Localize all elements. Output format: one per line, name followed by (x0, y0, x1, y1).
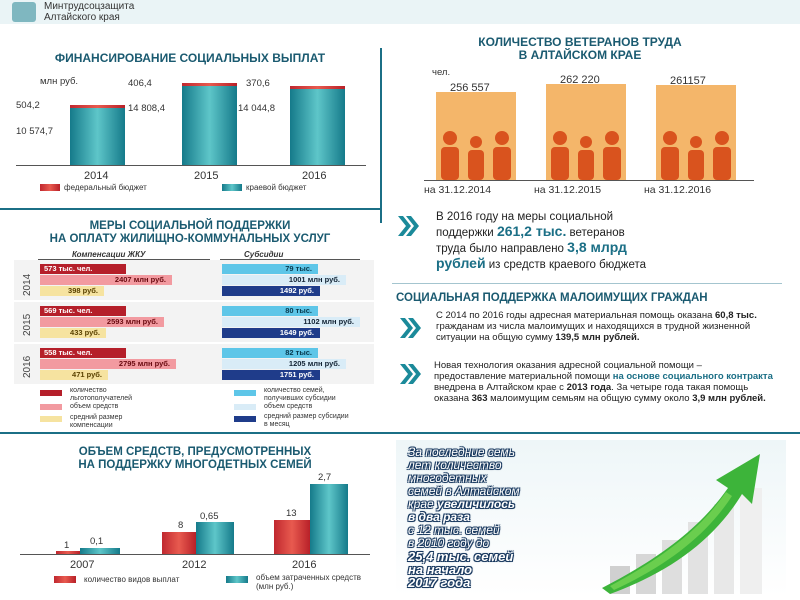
measures-legend-l3-swatch (40, 416, 62, 422)
growth-l2: лет количество (408, 458, 502, 472)
poor-p1c: гражданам из числа малоимущих и находящихся в трудной жизненной ситуации на общую сумму (436, 321, 751, 343)
callout-line1: В 2016 году на меры социальной (436, 211, 614, 223)
growth-arrow-icon (600, 448, 780, 596)
poor-p2d: 2013 года (566, 382, 612, 393)
callout-veterans-count: 261,2 тыс. (496, 223, 567, 239)
families-sums-2007: 0,1 (90, 536, 104, 547)
families-bar-sums-2016 (310, 484, 348, 554)
families-year-2007: 2007 (70, 559, 95, 571)
measures-2016-l2: 2795 млн руб. (40, 359, 176, 369)
callout-line2-end: ветеранов (566, 227, 625, 239)
families-year-2012: 2012 (182, 559, 207, 571)
measures-legend-l1-label: количество льготополучателей (70, 387, 133, 402)
callout-amount: 3,8 млрд (567, 239, 627, 255)
measures-legend-r2-label: объем средств (264, 403, 313, 410)
veterans-value-2015: 262 220 (560, 74, 600, 86)
funding-reg-2016: 14 044,8 (238, 103, 275, 114)
families-kinds-2007: 1 (64, 540, 70, 551)
veterans-title (400, 36, 760, 62)
legend-regional-swatch (222, 184, 242, 191)
poor-paragraph-2 (434, 360, 774, 404)
families-year-2016: 2016 (292, 559, 317, 571)
legend-federal-swatch (40, 184, 60, 191)
divider-left-mid (0, 208, 380, 210)
veterans-date-2016: на 31.12.2016 (644, 184, 712, 196)
poor-p2c: внедрена в Алтайском крае с (434, 382, 567, 393)
callout-line4: из средств краевого бюджета (485, 259, 647, 271)
veterans-title-line2: В АЛТАЙСКОМ КРАЕ (518, 48, 642, 62)
poor-p2h: 3,9 млн рублей. (692, 393, 766, 404)
funding-fed-2016: 370,6 (246, 78, 270, 89)
measures-2016-r2: 1205 млн руб. (222, 359, 346, 369)
measures-2015-l2: 2593 млн руб. (40, 317, 164, 327)
poor-p2f: 363 (471, 393, 488, 404)
people-icon-group-2014 (436, 128, 516, 180)
poor-p2g: малоимущим семьям на общую сумму около (487, 393, 693, 404)
poor-title: СОЦИАЛЬНАЯ ПОДДЕРЖКА МАЛОИМУЩИХ ГРАЖДАН (396, 292, 708, 304)
measures-title-line2: НА ОПЛАТУ ЖИЛИЩНО-КОММУНАЛЬНЫХ УСЛУГ (49, 233, 331, 245)
veterans-axis (424, 180, 754, 181)
measures-year-2014: 2014 (22, 273, 33, 296)
measures-2016-l3: 471 руб. (40, 370, 108, 380)
families-sums-2016: 2,7 (318, 472, 332, 483)
measures-2014-r3: 1492 руб. (222, 286, 320, 296)
growth-text (408, 446, 598, 589)
measures-2015-r2: 1102 млн руб. (222, 317, 360, 327)
legend-regional-label: краевой бюджет (246, 183, 307, 192)
growth-l10: на начало (408, 562, 473, 577)
growth-l11: 2017 года (408, 575, 471, 590)
divider-bottom (0, 432, 800, 434)
poor-p2a: Новая технология оказания адресной социальной помощи – предоставление материальной помощи (434, 360, 702, 382)
measures-legend-r1-swatch (234, 390, 256, 396)
families-title-line2: НА ПОДДЕРЖКУ МНОГОДЕТНЫХ СЕМЕЙ (78, 459, 312, 471)
measures-legend-l3-label: средний размер компенсации (70, 414, 123, 429)
legend-kinds-swatch (54, 576, 76, 583)
legend-sums-label: объем затраченных средств (млн руб.) (256, 573, 361, 591)
funding-title: ФИНАНСИРОВАНИЕ СОЦИАЛЬНЫХ ВЫПЛАТ (54, 51, 326, 65)
measures-legend-r1-label: количество семей, получивших субсидии (264, 387, 336, 402)
measures-year-2016: 2016 (22, 355, 33, 378)
callout-text (436, 210, 776, 272)
callout-line2: поддержки (436, 227, 497, 239)
funding-bar-reg-2014 (70, 108, 125, 165)
veterans-unit: чел. (432, 67, 451, 78)
growth-l8: в 2010 году до (408, 536, 490, 550)
ministry-logo (12, 2, 36, 22)
chevron-right-icon (396, 214, 420, 238)
legend-federal-label: федеральный бюджет (64, 183, 147, 192)
growth-l4: семей в Алтайском (408, 484, 520, 498)
measures-2015-l3: 433 руб. (40, 328, 106, 338)
growth-l5a: крае (408, 497, 438, 511)
legend-kinds-label: количество видов выплат (84, 575, 180, 584)
poor-p1d: 139,5 млн рублей. (555, 332, 640, 343)
measures-2014-r2: 1001 млн руб. (222, 275, 346, 285)
measures-2014-l2: 2407 млн руб. (40, 275, 172, 285)
poor-p2b: на основе социального контракта (612, 371, 773, 382)
funding-unit: млн руб. (40, 76, 79, 87)
funding-reg-2014: 10 574,7 (16, 126, 53, 137)
callout-line3: труда было направлено (436, 243, 568, 255)
funding-year-2014: 2014 (84, 170, 109, 182)
funding-reg-2015: 14 808,4 (128, 103, 165, 114)
growth-l3: многодетных (408, 471, 487, 485)
poor-p2e: . За четыре года такая помощь оказана (434, 382, 749, 404)
measures-legend-r3-label: средний размер субсидии в месяц (264, 413, 349, 428)
measures-title-line1: МЕРЫ СОЦИАЛЬНОЙ ПОДДЕРЖКИ (89, 220, 291, 232)
growth-l5b: увеличилось (437, 497, 516, 511)
people-icon-group-2015 (546, 128, 626, 180)
header-line2: Алтайского края (44, 12, 120, 23)
callout-amount-unit: рублей (436, 255, 486, 271)
legend-sums-swatch (226, 576, 248, 583)
funding-bar-reg-2016 (290, 89, 345, 165)
header-title (44, 1, 134, 23)
funding-year-2016: 2016 (302, 170, 327, 182)
growth-l6: в два раза (408, 510, 470, 524)
measures-2014-r1: 79 тыс. (222, 264, 318, 274)
measures-legend-r3-swatch (234, 416, 256, 422)
measures-year-2015: 2015 (22, 313, 33, 336)
families-bar-kinds-2012 (162, 532, 196, 554)
chevron-right-icon-2 (398, 316, 422, 340)
families-sums-2012: 0,65 (200, 511, 219, 522)
poor-paragraph-1 (436, 310, 776, 343)
measures-legend-l2-swatch (40, 404, 62, 410)
funding-year-2015: 2015 (194, 170, 219, 182)
veterans-value-2016: 261157 (670, 75, 706, 87)
measures-legend-r2-swatch (234, 404, 256, 410)
veterans-value-2014: 256 557 (450, 82, 490, 94)
measures-col-right-header: Субсидии (244, 250, 284, 259)
measures-2016-r1: 82 тыс. (222, 348, 318, 358)
funding-axis (16, 165, 366, 166)
families-title-line1: ОБЪЕМ СРЕДСТВ, ПРЕДУСМОТРЕННЫХ (78, 446, 312, 458)
poor-p1b: 60,8 тыс. (715, 310, 757, 321)
measures-2016-r3: 1751 руб. (222, 370, 320, 380)
measures-2015-r3: 1649 руб. (222, 328, 320, 338)
families-title (0, 446, 390, 472)
measures-2015-r1: 80 тыс. (222, 306, 318, 316)
families-bar-sums-2012 (196, 522, 234, 554)
measures-title (0, 220, 380, 246)
vertical-divider (380, 48, 382, 223)
measures-2016-l1: 558 тыс. чел. (40, 348, 126, 358)
poor-p1a: С 2014 по 2016 годы адресная материальная помощь оказана (436, 310, 716, 321)
families-kinds-2012: 8 (178, 520, 184, 531)
chevron-right-icon-3 (398, 362, 422, 386)
funding-bar-reg-2015 (182, 86, 237, 165)
measures-legend-l1-swatch (40, 390, 62, 396)
veterans-date-2015: на 31.12.2015 (534, 184, 602, 196)
veterans-date-2014: на 31.12.2014 (424, 184, 492, 196)
families-axis (20, 554, 370, 555)
divider-right-mid (392, 283, 782, 284)
families-bar-kinds-2016 (274, 520, 310, 554)
measures-legend-l2-label: объем средств (70, 403, 119, 410)
measures-2014-l3: 398 руб. (40, 286, 104, 296)
growth-l1: За последние семь (408, 445, 515, 459)
measures-col-left-header: Компенсации ЖКУ (72, 250, 146, 259)
funding-fed-2015: 406,4 (128, 78, 152, 89)
header-line1: Минтрудсоцзащита (44, 1, 135, 12)
growth-l9: 25,4 тыс. семей (408, 549, 514, 564)
measures-2015-l1: 569 тыс. чел. (40, 306, 126, 316)
families-kinds-2016: 13 (286, 508, 297, 519)
growth-l7: с 12 тыс. семей (408, 523, 500, 537)
veterans-title-line1: КОЛИЧЕСТВО ВЕТЕРАНОВ ТРУДА (478, 35, 682, 49)
people-icon-group-2016 (656, 128, 736, 180)
funding-fed-2014: 504,2 (16, 100, 40, 111)
measures-2014-l1: 573 тыс. чел. (40, 264, 126, 274)
